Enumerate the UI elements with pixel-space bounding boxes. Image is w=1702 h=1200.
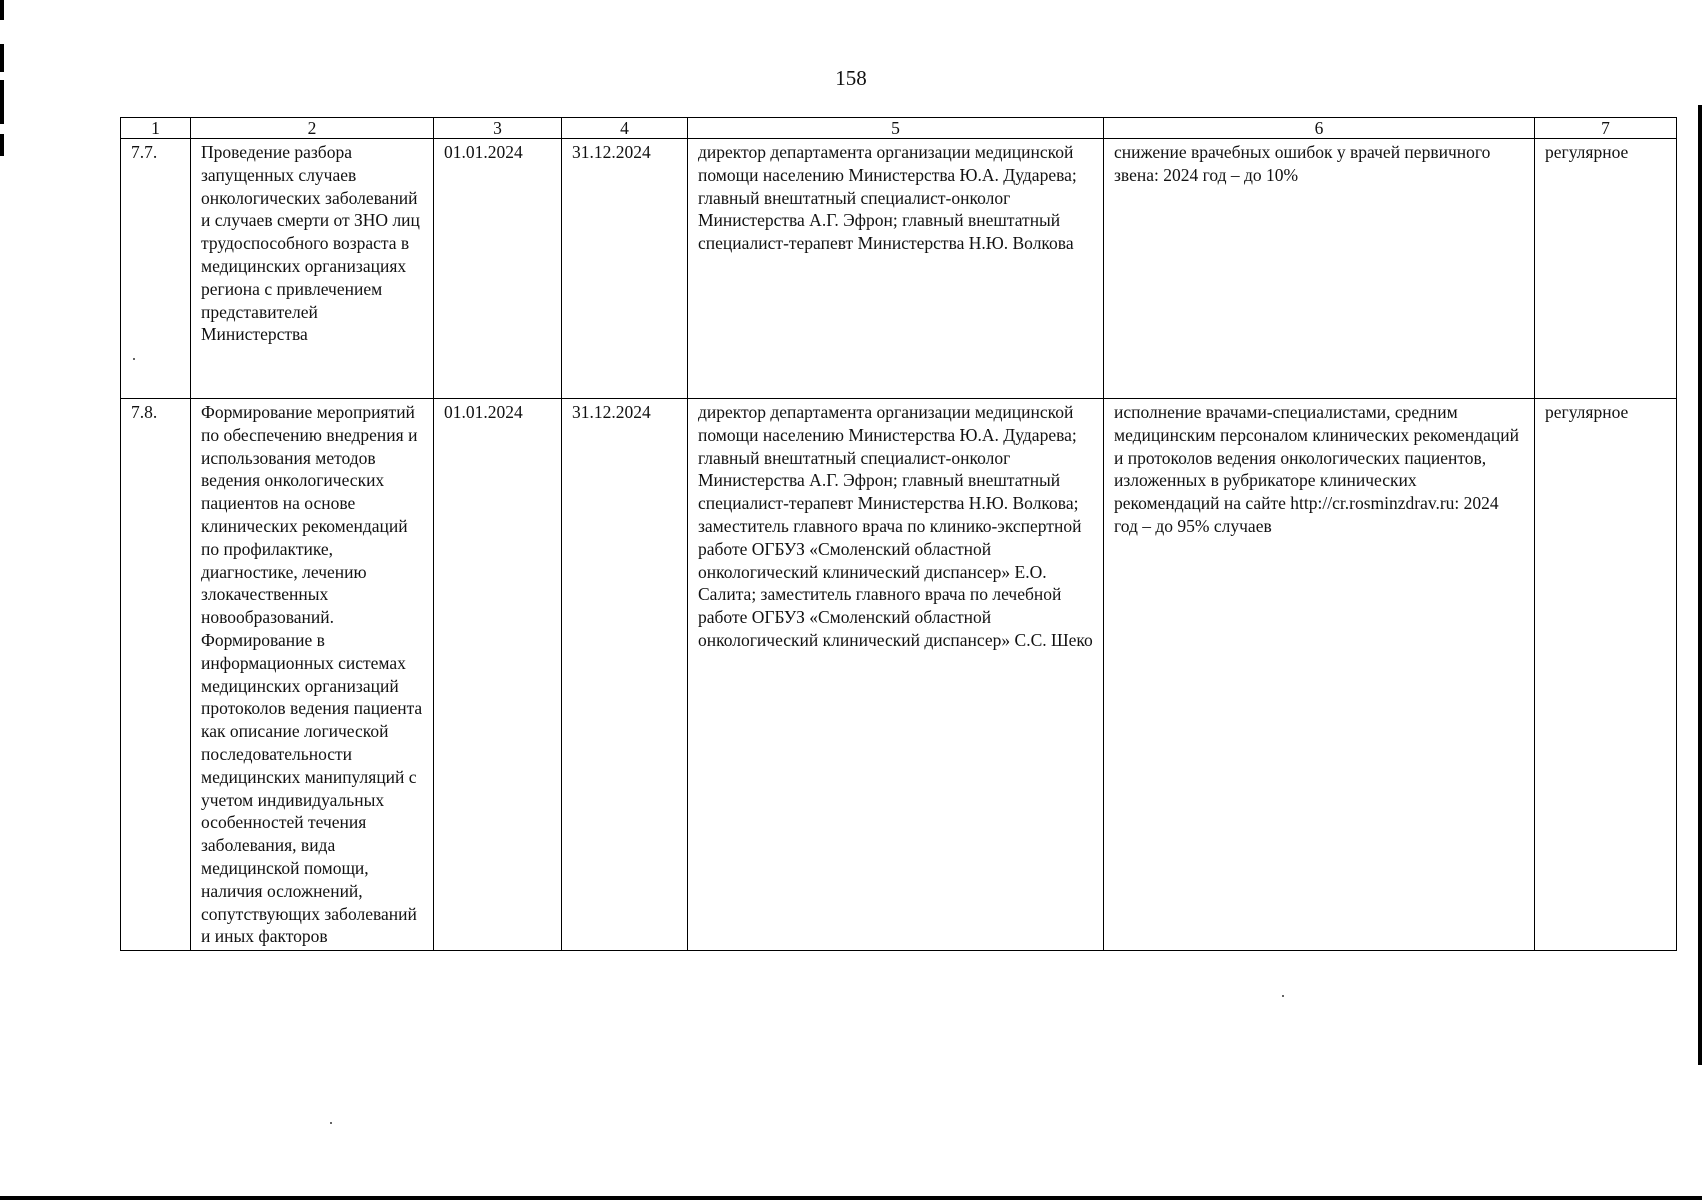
column-header: 6 <box>1104 118 1535 139</box>
scan-edge-right <box>1698 105 1702 1065</box>
table-row <box>121 399 1677 951</box>
row-number: 7.7. <box>121 139 191 399</box>
scan-speck <box>133 358 135 360</box>
scan-speck <box>330 1122 332 1124</box>
column-header: 5 <box>688 118 1104 139</box>
start-date: 01.01.2024 <box>434 399 562 951</box>
measure-type: регулярное <box>1535 139 1677 399</box>
expected-result: исполнение врачами-специалистами, средним медицинским персоналом клинических рекомендаций и протоколов ведения онкологических пациентов, изложенных в рубрикаторе клинических рекомендаций на сайте http://cr.rosminzdrav.ru: 2024 год – до 95% случаев <box>1104 399 1535 951</box>
page-number: 158 <box>835 66 867 90</box>
document-table <box>120 117 1677 951</box>
column-header: 7 <box>1535 118 1677 139</box>
row-number: 7.8. <box>121 399 191 951</box>
end-date: 31.12.2024 <box>562 399 688 951</box>
scan-edge-bottom <box>0 1196 1702 1200</box>
responsible-persons: директор департамента организации медицинской помощи населению Министерства Ю.А. Дударева; главный внештатный специалист-онколог Министерства А.Г. Эфрон; главный внештатный специалист-терапевт Министерства Н.Ю. Волкова; заместитель главного врача по клинико-экспертной работе ОГБУЗ «Смоленский областной онкологический клинический диспансер» Е.О. Салита; заместитель главного врача по лечебной работе ОГБУЗ «Смоленский областной онкологический клинический диспансер» С.С. Шеко <box>688 399 1104 951</box>
table-header-row <box>121 118 1677 139</box>
start-date: 01.01.2024 <box>434 139 562 399</box>
column-header: 4 <box>562 118 688 139</box>
column-header: 3 <box>434 118 562 139</box>
scan-speck <box>1282 995 1284 997</box>
expected-result: снижение врачебных ошибок у врачей первичного звена: 2024 год – до 10% <box>1104 139 1535 399</box>
responsible-persons: директор департамента организации медицинской помощи населению Министерства Ю.А. Дударева; главный внештатный специалист-онколог Министерства А.Г. Эфрон; главный внештатный специалист-терапевт Министерства Н.Ю. Волкова <box>688 139 1104 399</box>
end-date: 31.12.2024 <box>562 139 688 399</box>
column-header: 1 <box>121 118 191 139</box>
measure-description: Формирование мероприятий по обеспечению внедрения и использования методов ведения онкологических пациентов на основе клинических рекомендаций по профилактике, диагностике, лечению злокачественных новообразований. Формирование в информационных системах медицинских организаций протоколов ведения пациента как описание логической последовательности медицинских манипуляций с учетом индивидуальных особенностей течения заболевания, вида медицинской помощи, наличия осложнений, сопутствующих заболеваний и иных факторов <box>191 399 434 951</box>
measure-description: Проведение разбора запущенных случаев онкологических заболеваний и случаев смерти от ЗНО лиц трудоспособного возраста в медицинских организациях региона с привлечением представителей Министерства <box>191 139 434 399</box>
measure-type: регулярное <box>1535 399 1677 951</box>
table-row <box>121 139 1677 399</box>
column-header: 2 <box>191 118 434 139</box>
